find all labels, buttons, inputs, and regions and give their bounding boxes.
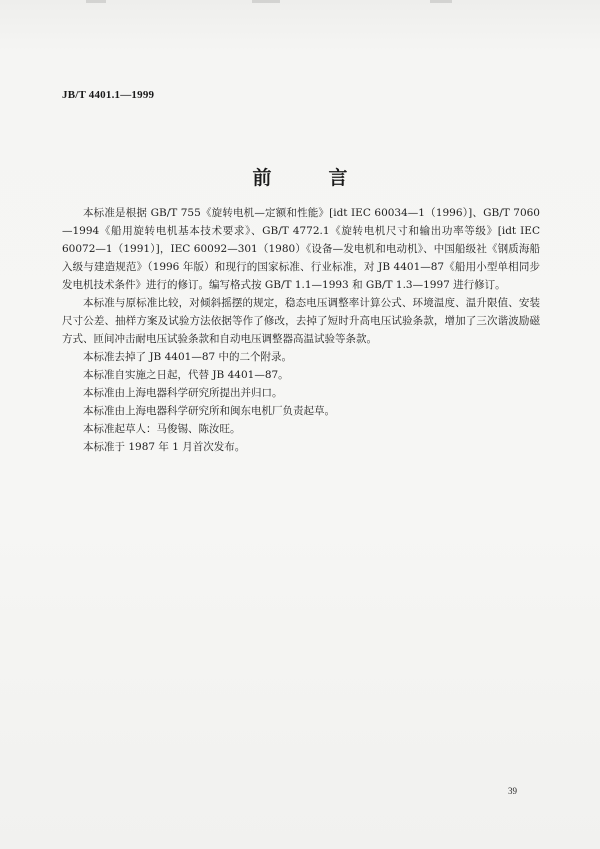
page-number: 39 [508,786,517,796]
paragraph-appendix: 本标准去掉了 JB 4401—87 中的二个附录。 [83,351,293,363]
paragraph-first-release: 本标准于 1987 年 1 月首次发布。 [83,441,246,453]
paragraph-drafters: 本标准起草人：马俊锡、陈汝旺。 [83,423,241,435]
paragraph-replaces: 本标准自实施之日起，代替 JB 4401—87。 [83,369,289,381]
paragraph-changes: 本标准与原标准比较，对倾斜摇摆的规定，稳态电压调整率计算公式、环境温度、温升限值、安装尺寸公差、抽样方案及试验方法依据等作了修改，去掉了短时升高电压试验条款，增加了三次谐波励磁方式、匝间冲击耐电压试验条款和自动电压调整器高温试验等条款。 [62,297,540,345]
foreword-body [62,204,540,456]
page-title: 前 言 [252,167,367,189]
paragraph-proposer: 本标准由上海电器科学研究所提出并归口。 [83,387,283,399]
scan-mark [430,0,452,3]
paragraph-drafting-units: 本标准由上海电器科学研究所和闽东电机厂负责起草。 [83,405,335,417]
standard-code: JB/T 4401.1—1999 [62,89,155,101]
scan-mark [252,0,280,3]
scan-mark [86,0,106,3]
paragraph-basis: 本标准是根据 GB/T 755《旋转电机—定额和性能》[idt IEC 60034—1（1996）]、GB/T 7060—1994《船用旋转电机基本技术要求》、GB/T 4772.1《旋转电机尺寸和输出功率等级》[idt IEC 60072—1（1991）]，IEC 60092—301（1980）《设备—发电机和电动机》、中国船级社《钢质海船入级与建造规范》（1996 年版）和现行的国家标准、行业标准，对 JB 4401—87《船用小型单相同步发电机技术条件》进行的修订。编写格式按 GB/T 1.1—1993 和 GB/T 1.3—1997 进行修订。 [62,207,540,291]
